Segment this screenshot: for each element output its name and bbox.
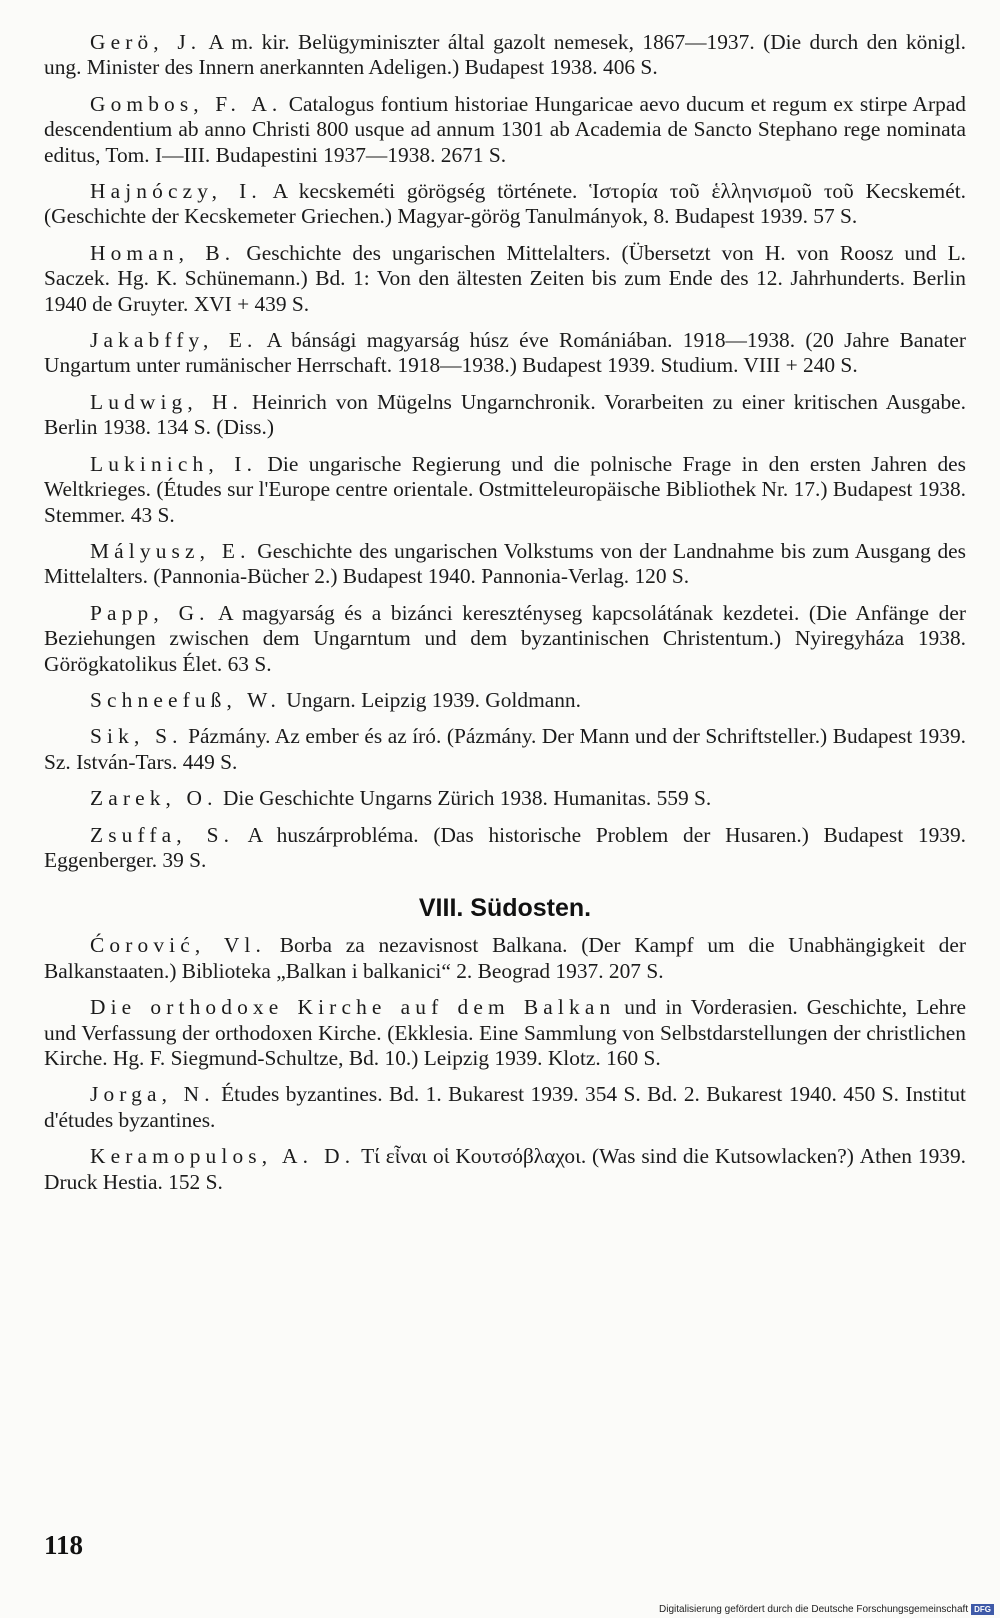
entry-author: Ludwig, H. [90, 389, 244, 414]
entry-author: Hajnóczy, I. [90, 179, 262, 204]
section-heading: VIII. Südosten. [418, 894, 592, 923]
entry-text: Borba za nezavisnost Balkana. (Der Kampf um die Unabhängigkeit der Balkanstaaten.) Biblioteka „Balkan i balkanici“ 2. Beograd 1937. 207 S. [44, 933, 966, 983]
bibliography-entry [44, 328, 966, 379]
bibliography-entry [44, 179, 966, 230]
entry-text: und in Vorderasien. Geschichte, Lehre und Verfassung der orthodoxen Kirche. (Ekklesia. Eine Sammlung von Selbstdarstellungen der christlichen Kirche. Hg. F. Siegmund-Schultze, Bd. 10.) Leipzig 1939. Klotz. 160 S. [44, 995, 966, 1070]
bibliography-entry [44, 241, 966, 317]
bibliography-entry [44, 30, 966, 81]
bibliography-entry [44, 995, 966, 1071]
entry-author: Zsuffa, S. [90, 822, 235, 847]
entry-text: Geschichte des ungarischen Volkstums von der Landnahme bis zum Ausgang des Mittelalters. (Pannonia-Bücher 2.) Budapest 1940. Pannonia-Verlag. 120 S. [44, 538, 966, 589]
entry-author: Schneefuß, W. [90, 687, 281, 712]
entry-text: Heinrich von Mügelns Ungarnchronik. Vorarbeiten zu einer kritischen Ausgabe. Berlin 1938. 134 S. (Diss.) [44, 389, 966, 440]
entry-author: Jorga, N. [90, 1082, 215, 1107]
entry-text: A kecskeméti görögség története. Ἱστορία τοῦ ἑλληνισμοῦ τοῦ Kecskemét. (Geschichte der Kecskemeter Griechen.) Magyar-görög Tanulmányok, 8. Budapest 1939. 57 S. [44, 179, 966, 229]
entry-text: A huszárprobléma. (Das historische Problem der Husaren.) Budapest 1939. Eggenberger. 39 S. [44, 822, 967, 872]
entry-author: Lukinich, I. [90, 451, 258, 476]
footer-credit [659, 1604, 994, 1615]
entry-text: Τί εἶναι οἱ Κουτσόβλαχοι. (Was sind die Kutsowlacken?) Athen 1939. Druck Hestia. 152 S. [44, 1144, 966, 1194]
bibliography-entry [44, 601, 966, 677]
bibliography-entry [44, 452, 966, 528]
entry-author: Jakabffy, E. [90, 328, 258, 353]
entry-text: Ungarn. Leipzig 1939. Goldmann. [280, 687, 581, 712]
bibliography-entry [44, 933, 966, 984]
entries-top [44, 30, 966, 873]
entry-author: Die orthodoxe Kirche auf dem Balkan [90, 995, 616, 1020]
entry-author: Homan, B. [90, 240, 236, 265]
entry-author: Papp, G. [90, 600, 210, 625]
entry-text: Pázmány. Az ember és az író. (Pázmány. Der Mann und der Schriftsteller.) Budapest 1939. Sz. István-Tars. 449 S. [44, 724, 966, 774]
bibliography-entry [44, 390, 966, 441]
entry-author: Sik, S. [90, 724, 183, 749]
footer-text: Digitalisierung gefördert durch die Deutsche Forschungsgemeinschaft [659, 1604, 969, 1615]
bibliography-list [44, 30, 966, 1206]
entry-text: A bánsági magyarság húsz éve Romániában. 1918—1938. (20 Jahre Banater Ungartum unter rumänischer Herrschaft. 1918—1938.) Budapest 1939. Studium. VIII + 240 S. [44, 328, 966, 378]
entry-author: Keramopulos, A. D. [90, 1144, 356, 1169]
entry-author: Mályusz, E. [90, 538, 251, 563]
bibliography-entry [44, 92, 966, 168]
entry-text: A m. kir. Belügyminiszter által gazolt nemesek, 1867—1937. (Die durch den königl. ung. Minister des Innern anerkannten Adeligen.) Budapest 1938. 406 S. [44, 30, 966, 80]
bibliography-entry [44, 724, 966, 775]
entry-author: Gombos, F. A. [90, 91, 283, 116]
bibliography-entry [44, 823, 966, 874]
entry-author: Zarek, O. [90, 786, 218, 811]
entries-bottom [44, 933, 966, 1195]
bibliography-entry [44, 688, 966, 713]
entry-author: Ćorović, Vl. [90, 933, 266, 958]
entry-text: Die ungarische Regierung und die polnische Frage in den ersten Jahren des Weltkrieges. (Études sur l'Europe centre orientale. Ostmitteleuropäische Bibliothek Nr. 17.) Budapest 1938. Stemmer. 43 S. [44, 451, 967, 527]
entry-text: Geschichte des ungarischen Mittelalters. (Übersetzt von H. von Roosz und L. Saczek. Hg. K. Schünemann.) Bd. 1: Von den ältesten Zeiten bis zum Ende des 12. Jahrhunderts. Berlin 1940 de Gruyter. XVI + 439 S. [44, 240, 966, 316]
entry-author: Gerö, J. [90, 30, 202, 54]
bibliography-entry [44, 539, 966, 590]
bibliography-entry [44, 1082, 966, 1133]
bibliography-entry [44, 1144, 966, 1195]
page-number: 118 [44, 1530, 84, 1560]
entry-text: Catalogus fontium historiae Hungaricae aevo ducum et regum ex stirpe Arpad descendentium ab anno Christi 800 usque ad annum 1301 ab Academia de Sancto Stephano rege nominata editus, Tom. I—III. Budapestini 1937—1938. 2671 S. [44, 91, 967, 167]
bibliography-entry [44, 786, 966, 811]
dfg-logo-icon: DFG [971, 1604, 994, 1615]
entry-text: Die Geschichte Ungarns Zürich 1938. Humanitas. 559 S. [217, 786, 712, 811]
entry-text: Études byzantines. Bd. 1. Bukarest 1939. 354 S. Bd. 2. Bukarest 1940. 450 S. Institut d'études byzantines. [44, 1082, 966, 1132]
entry-text: A magyarság és a bizánci keresztényseg kapcsolátának kezdetei. (Die Anfänge der Beziehungen zwischen dem Ungarntum und dem byzantinischen Christentum.) Nyiregyháza 1938. Görögkatolikus Élet. 63 S. [44, 600, 966, 676]
